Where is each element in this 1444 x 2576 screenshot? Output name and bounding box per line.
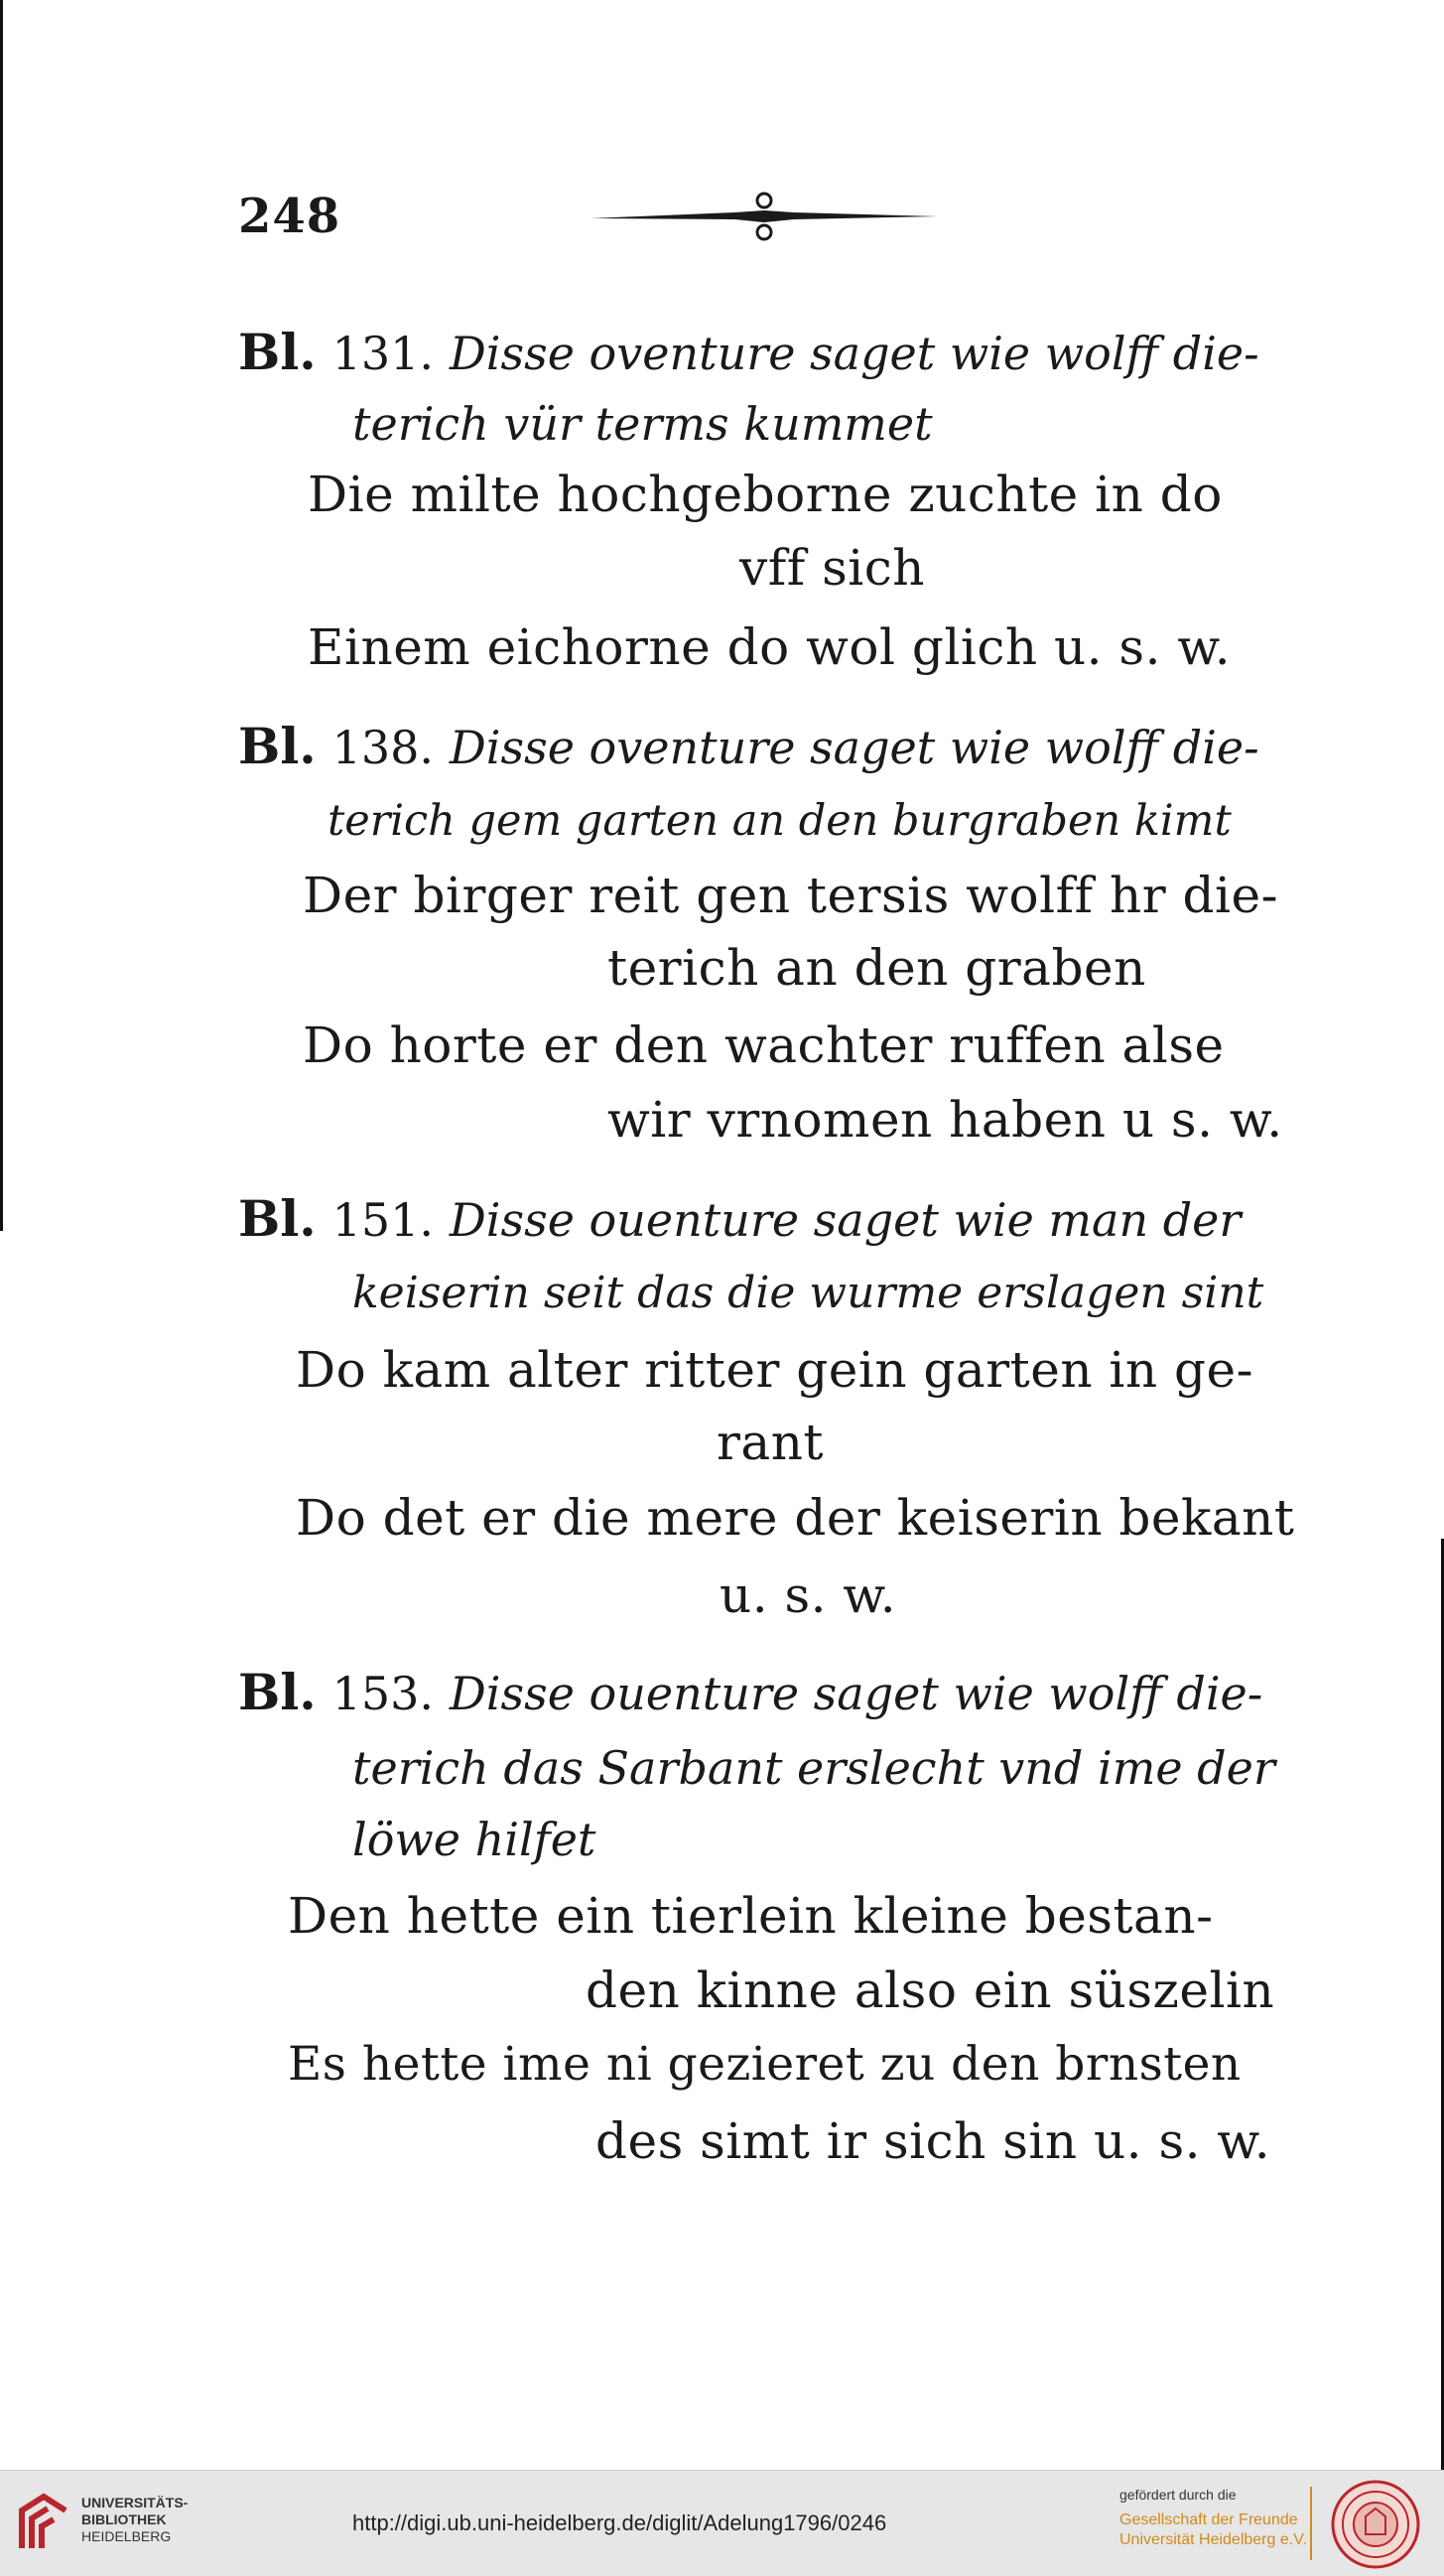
library-name-line: BIBLIOTHEK [81,2511,167,2527]
entry-title-cont: terich gem garten an den burgraben kimt [328,796,1232,846]
verse-line: Do horte er den wachter ruffen alse [303,1017,1225,1074]
entry-bl: Bl. [238,717,317,775]
sponsor-intro: gefördert durch die [1119,2487,1237,2503]
entry-header [238,1184,1241,1255]
verse-line: Den hette ein tierlein kleine bestan- [288,1887,1214,1945]
entry-header [238,318,1259,388]
entry-title-cont: terich das Sarbant erslecht vnd ime der [352,1741,1275,1795]
permalink-url[interactable]: http://digi.ub.uni-heidelberg.de/diglit/Adelung1796/0246 [352,2510,887,2535]
entry-header [238,1658,1262,1728]
entry-bl: Bl. [238,1663,317,1721]
entry-title: Disse ouenture saget wie wolff die- [449,1667,1263,1720]
entry-number: 151. [331,1193,434,1247]
footer-divider [1310,2487,1312,2560]
entry-title-cont: löwe hilfet [352,1813,596,1866]
verse-line: den kinne also ein süszelin [586,1962,1275,2019]
entry-number: 138. [331,721,434,774]
verse-line: Do kam alter ritter gein garten in ge- [296,1341,1253,1399]
verse-line: Die milte hochgeborne zuchte in do [308,466,1223,523]
entry-title-cont: keiserin seit das die wurme erslagen sint [352,1268,1264,1318]
ub-heidelberg-logo-icon[interactable] [14,2489,73,2558]
verse-line: u. s. w. [720,1566,897,1624]
sponsor-name [1119,2510,1307,2550]
library-name [81,2495,188,2545]
verse-line: vff sich [739,539,926,597]
entry-title: Disse oventure saget wie wolff die- [449,327,1259,380]
library-name-line: HEIDELBERG [81,2528,172,2544]
entry-title: Disse ouenture saget wie man der [449,1193,1242,1247]
entry-bl: Bl. [238,323,317,381]
verse-line: Einem eichorne do wol glich u. s. w. [308,618,1232,676]
verse-line: Der birger reit gen tersis wolff hr die- [303,867,1278,924]
verse-line: Es hette ime ni gezieret zu den brnsten [288,2037,1242,2092]
viewer-footer [0,2470,1444,2576]
library-name-line: UNIVERSITÄTS- [81,2495,189,2510]
entry-header [238,712,1259,782]
sponsor-line: Universität Heidelberg e.V. [1119,2531,1307,2548]
verse-line: Do det er die mere der keiserin bekant [296,1489,1295,1547]
page-number: 248 [238,189,341,244]
entry-number: 131. [331,327,434,380]
entry-number: 153. [331,1667,434,1720]
verse-line: terich an den graben [607,939,1146,997]
university-seal-icon[interactable] [1330,2479,1421,2570]
verse-line: wir vrnomen haben u s. w. [607,1091,1283,1149]
sponsor-line: Gesellschaft der Freunde [1119,2511,1298,2528]
page-edge-left [0,0,3,1231]
verse-line: rant [717,1414,825,1471]
entry-bl: Bl. [238,1189,317,1248]
verse-line: des simt ir sich sin u. s. w. [595,2112,1271,2170]
entry-title: Disse oventure saget wie wolff die- [449,721,1259,774]
header-ornament-icon [586,189,943,244]
entry-title-cont: terich vür terms kummet [352,397,933,451]
